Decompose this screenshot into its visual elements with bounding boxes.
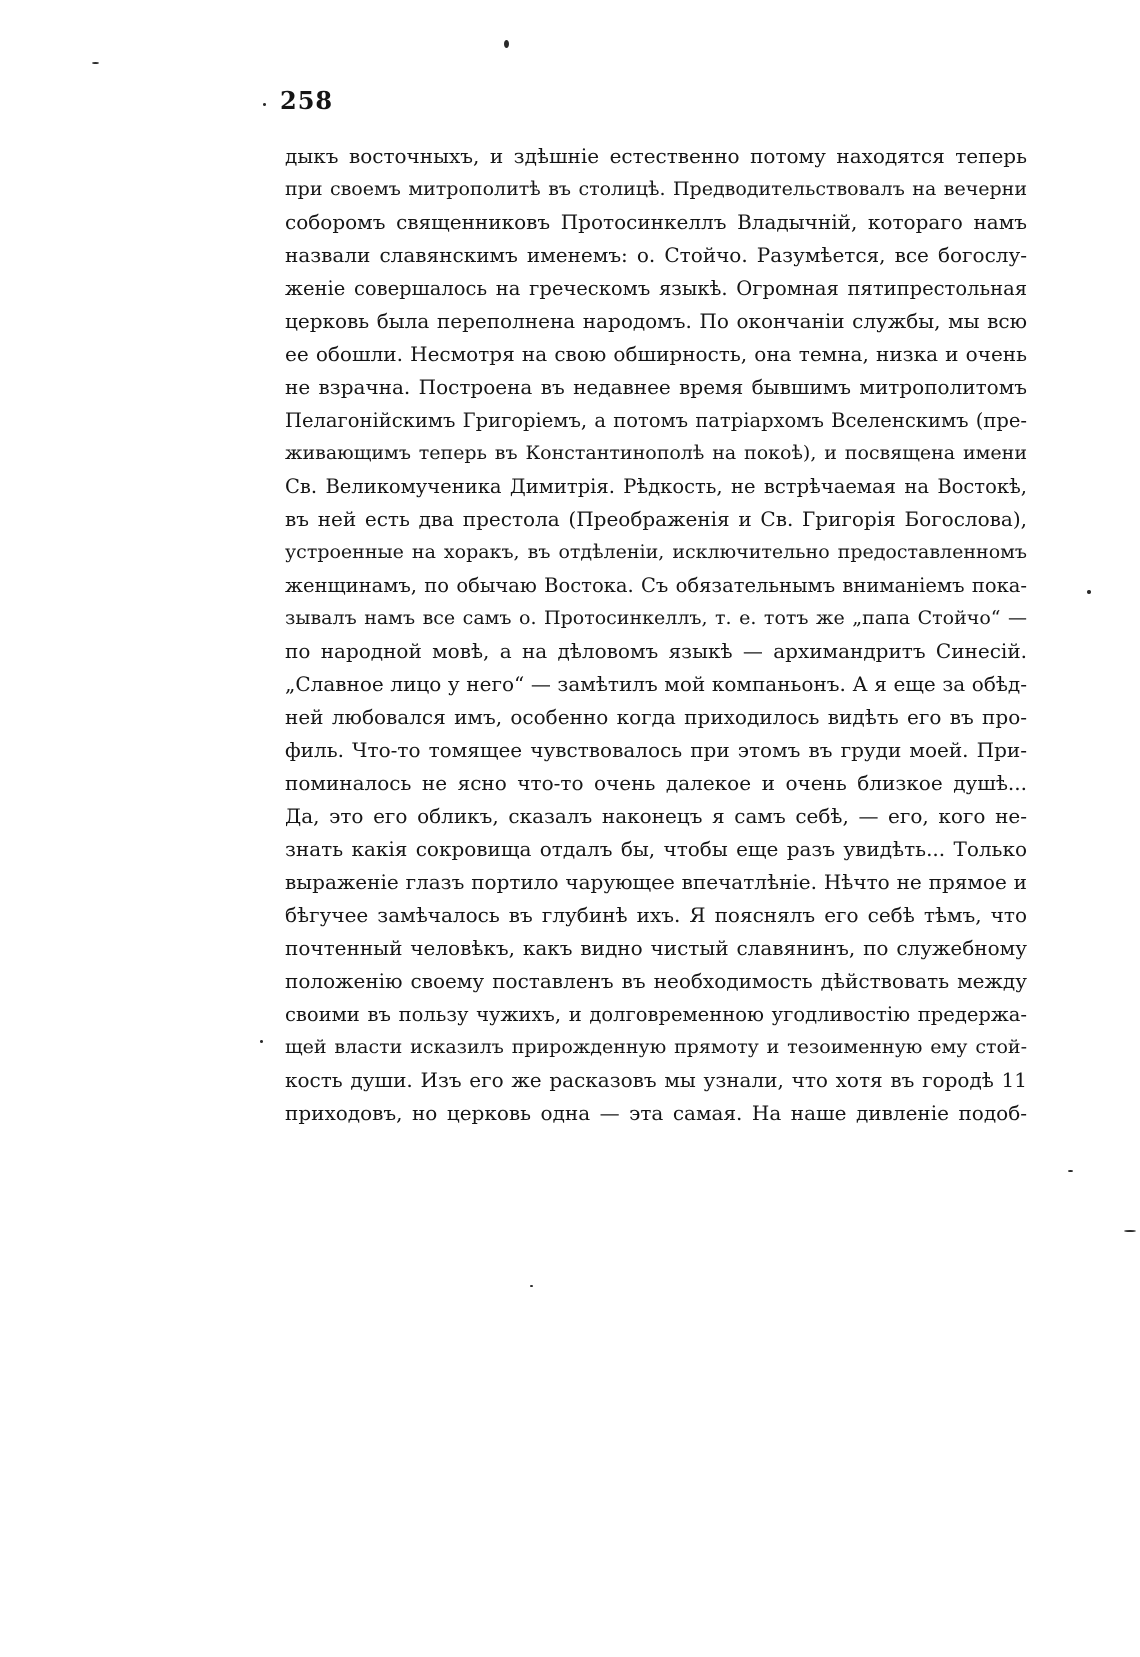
scan-speck [1068,1170,1073,1172]
text-line: по народной мовѣ, а на дѣловомъ языкѣ — архимандритъ Синесій. [285,639,1027,663]
text-line: бѣгучее замѣчалось въ глубинѣ ихъ. Я пояснялъ его себѣ тѣмъ, что [285,903,1027,927]
text-line: не взрачна. Построена въ недавнее время бывшимъ митрополитомъ [285,375,1027,399]
scan-speck [530,1285,533,1287]
text-line: ее обошли. Несмотря на свою обширность, она темна, низка и очень [285,342,1027,366]
text-line: приходовъ, но церковь одна — эта самая. На наше дивленіе подоб- [285,1101,1027,1125]
text-line: почтенный человѣкъ, какъ видно чистый славянинъ, по служебному [285,936,1027,960]
text-line: поминалось не ясно что-то очень далекое и очень близкое душѣ... [285,771,1027,795]
text-line: женіе совершалось на греческомъ языкѣ. Огромная пятипрестольная [285,277,1027,300]
text-line: Да, это его обликъ, сказалъ наконецъ я самъ себѣ, — его, кого не- [285,804,1027,828]
text-line: Св. Великомученика Димитрія. Рѣдкость, не встрѣчаемая на Востокѣ, [285,475,1027,498]
text-line: положенію своему поставленъ въ необходимость дѣйствовать между [285,969,1027,993]
text-line: Пелагонійскимъ Григоріемъ, а потомъ патріархомъ Вселенскимъ (пре- [285,409,1027,432]
scan-speck [260,1040,263,1043]
text-line: знать какія сокровища отдалъ бы, чтобы еще разъ увидѣть... Только [285,837,1027,861]
scan-speck [504,40,509,48]
text-line: своими въ пользу чужихъ, и долговременною угодливостію предержа- [285,1003,1027,1026]
page-number: 258 [280,86,334,115]
text-line: кость души. Изъ его же расказовъ мы узнали, что хотя въ городѣ 11 [285,1068,1027,1092]
text-line: назвали славянскимъ именемъ: о. Стойчо. Разумѣется, все богослу- [285,243,1027,267]
scan-speck [1087,590,1091,594]
text-line: филь. Что-то томящее чувствовалось при этомъ въ груди моей. При- [285,738,1027,762]
text-line: выраженіе глазъ портило чарующее впечатлѣніе. Нѣчто не прямое и [285,870,1027,894]
text-line: „Славное лицо у него“ — замѣтилъ мой компаньонъ. А я еще за обѣд- [285,672,1027,696]
text-line: живающимъ теперь въ Константинополѣ на покоѣ), и посвящена имени [285,442,1027,464]
text-line: ней любовался имъ, особенно когда приходилось видѣть его въ про- [285,705,1027,729]
text-line: при своемъ митрополитѣ въ столицѣ. Предводительствовалъ на вечерни [285,178,1027,200]
text-line: устроенные на хоракъ, въ отдѣленіи, исключительно предоставленномъ [285,541,1027,563]
scan-speck [263,103,266,106]
text-line: дыкъ восточныхъ, и здѣшніе естественно потому находятся теперь [285,144,1027,168]
text-line: зывалъ намъ все самъ о. Протосинкеллъ, т. е. тотъ же „папа Стойчо“ — [285,607,1027,629]
text-line: женщинамъ, по обычаю Востока. Съ обязательнымъ вниманіемъ пока- [285,574,1027,597]
text-line: церковь была переполнена народомъ. По окончаніи службы, мы всю [285,309,1027,333]
scan-speck [1124,1230,1136,1232]
text-line: соборомъ священниковъ Протосинкеллъ Владычній, котораго намъ [285,210,1027,234]
text-line: щей власти исказилъ прирожденную прямоту и тезоименную ему стой- [285,1036,1027,1058]
body-text [285,140,1027,1130]
text-line: въ ней есть два престола (Преображенія и Св. Григорія Богослова), [285,507,1027,531]
scan-speck [92,62,99,64]
